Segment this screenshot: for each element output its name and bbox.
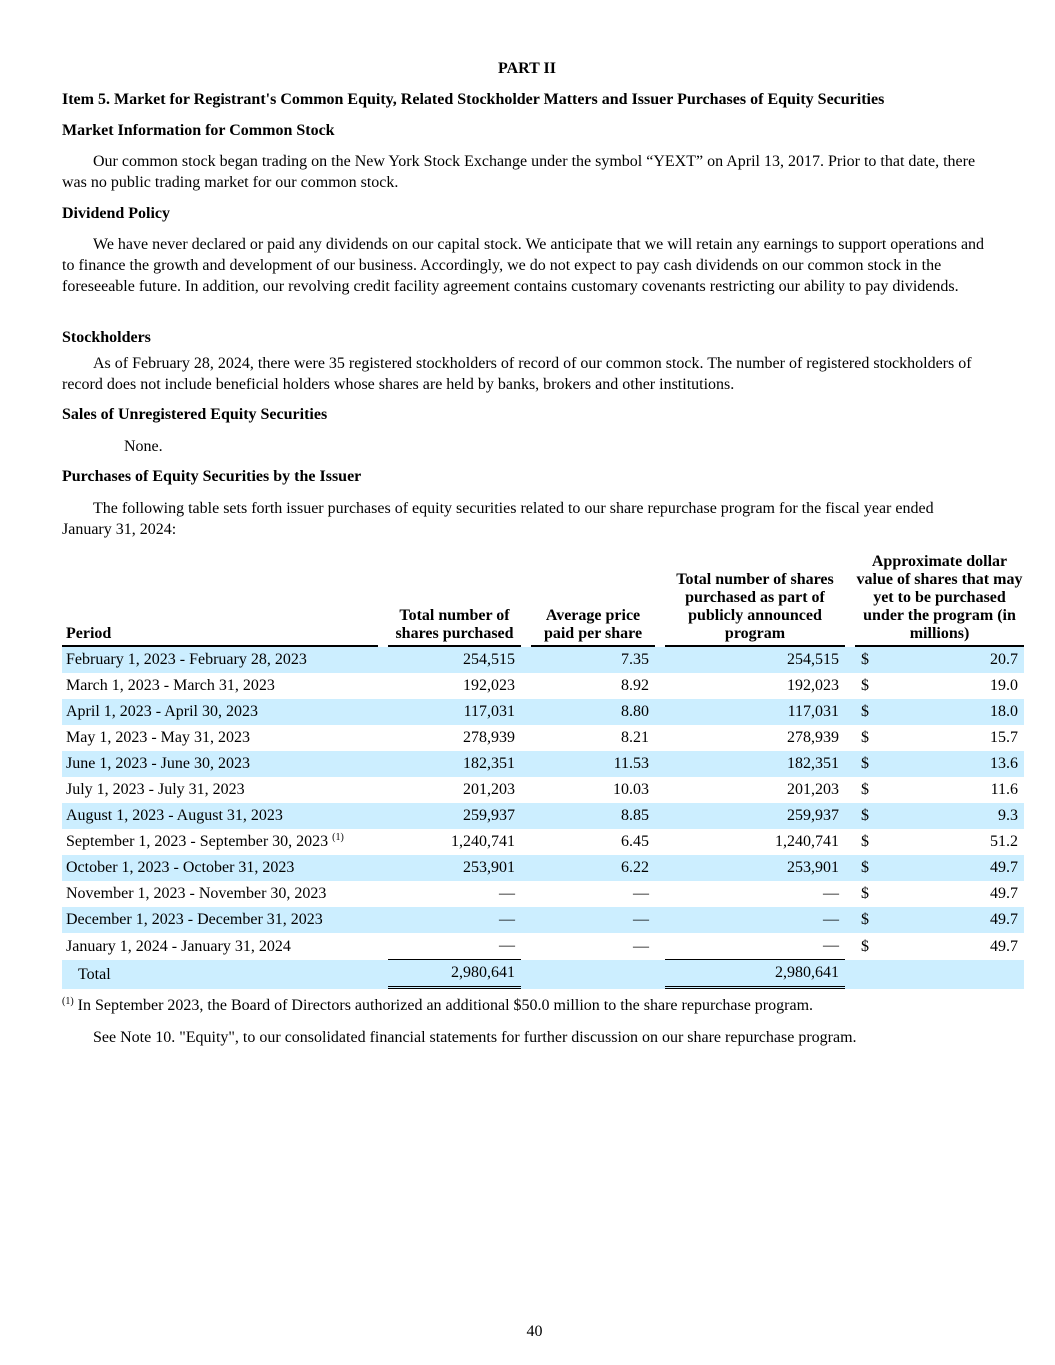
remaining-value-amount: 9.3 xyxy=(998,807,1018,824)
period-cell xyxy=(62,933,378,960)
table-row xyxy=(62,907,1024,933)
period-label: August 1, 2023 - August 31, 2023 xyxy=(66,807,283,824)
currency-symbol: $ xyxy=(861,755,869,772)
shares-purchased-cell: 1,240,741 xyxy=(451,833,515,850)
stockholders-heading: Stockholders xyxy=(62,329,151,346)
program-shares-cell: — xyxy=(823,885,839,902)
shares-purchased-cell: 182,351 xyxy=(388,751,521,777)
table-row xyxy=(62,673,1024,699)
remaining-value-cell xyxy=(855,673,1024,699)
program-shares-cell: 192,023 xyxy=(787,677,839,694)
currency-symbol: $ xyxy=(861,885,869,902)
dividend-policy-text: We have never declared or paid any dividends on our capital stock. We anticipate that we will retain any earnings to support operations and to finance the growth and development of our business. Accordingly, we do not expect to pay cash dividends on our common stock in the foreseeable future. In addition, our revolving credit facility agreement contains customary covenants restricting our ability to pay dividends. xyxy=(62,236,985,295)
remaining-value-amount: 49.7 xyxy=(990,859,1018,876)
currency-symbol: $ xyxy=(861,651,869,668)
part-title: PART II xyxy=(498,60,556,77)
remaining-value-cell xyxy=(855,751,1024,777)
remaining-value-cell xyxy=(855,855,1024,881)
table-row xyxy=(62,751,1024,777)
remaining-value-amount: 20.7 xyxy=(990,651,1018,668)
program-shares-cell: — xyxy=(665,933,845,960)
shares-purchased-cell: — xyxy=(388,933,521,960)
remaining-value-amount: 49.7 xyxy=(990,911,1018,928)
remaining-value-amount: 11.6 xyxy=(990,781,1018,798)
period-cell xyxy=(62,803,378,829)
average-price-cell: — xyxy=(633,937,649,955)
currency-symbol: $ xyxy=(861,677,869,694)
average-price-cell: 10.03 xyxy=(613,781,649,798)
table-body xyxy=(62,647,1024,989)
period-cell xyxy=(62,855,378,881)
table-header-row xyxy=(62,553,1024,647)
period-label: November 1, 2023 - November 30, 2023 xyxy=(66,885,327,902)
period-label: March 1, 2023 - March 31, 2023 xyxy=(66,677,275,694)
header-remaining-value: Approximate dollar value of shares that may yet to be purchased under the program (in millions) xyxy=(855,553,1024,647)
average-price-cell: — xyxy=(633,885,649,902)
shares-purchased-cell: 192,023 xyxy=(463,677,515,694)
period-label: January 1, 2024 - January 31, 2024 xyxy=(66,937,291,955)
period-cell xyxy=(62,829,378,855)
footnote-marker: (1) xyxy=(62,996,74,1007)
currency-symbol: $ xyxy=(861,703,869,720)
period-cell xyxy=(62,751,378,777)
remaining-value-amount: 19.0 xyxy=(990,677,1018,694)
remaining-value-amount: 15.7 xyxy=(990,729,1018,746)
purchases-text: The following table sets forth issuer purchases of equity securities related to our share repurchase program for the fiscal year ended January 31, 2024: xyxy=(62,500,934,538)
header-public-program: Total number of shares purchased as part of publicly announced program xyxy=(665,553,845,647)
total-program-shares: 2,980,641 xyxy=(665,960,845,989)
average-price-cell: 7.35 xyxy=(531,647,655,673)
repurchase-table xyxy=(62,553,1024,989)
program-shares-cell: 1,240,741 xyxy=(775,833,839,850)
program-shares-cell: 259,937 xyxy=(665,803,845,829)
remaining-value-amount: 49.7 xyxy=(990,885,1018,902)
table-row xyxy=(62,803,1024,829)
average-price-cell: 8.80 xyxy=(531,699,655,725)
header-period: Period xyxy=(62,553,378,647)
average-price-cell: 6.45 xyxy=(621,833,649,850)
shares-purchased-cell: 254,515 xyxy=(388,647,521,673)
table-row xyxy=(62,881,1024,907)
item-heading: Item 5. Market for Registrant's Common Equity, Related Stockholder Matters and Issuer Purchases of Equity Securities xyxy=(62,91,885,108)
remaining-value-cell xyxy=(855,803,1024,829)
currency-symbol: $ xyxy=(861,833,869,850)
program-shares-cell: 117,031 xyxy=(665,699,845,725)
program-shares-cell: 201,203 xyxy=(787,781,839,798)
period-cell xyxy=(62,699,378,725)
shares-purchased-cell: 278,939 xyxy=(463,729,515,746)
period-cell xyxy=(62,725,378,751)
table-row xyxy=(62,699,1024,725)
total-row xyxy=(62,960,1024,989)
table-row xyxy=(62,829,1024,855)
currency-symbol: $ xyxy=(861,937,869,955)
remaining-value-cell xyxy=(855,777,1024,803)
average-price-cell: 8.85 xyxy=(531,803,655,829)
remaining-value-cell xyxy=(855,725,1024,751)
program-shares-cell: — xyxy=(665,907,845,933)
period-cell xyxy=(62,673,378,699)
remaining-value-amount: 13.6 xyxy=(990,755,1018,772)
footnote-reference: (1) xyxy=(332,832,344,843)
table-row xyxy=(62,855,1024,881)
program-shares-cell: 254,515 xyxy=(665,647,845,673)
unregistered-sales-text: None. xyxy=(124,438,163,455)
table-row xyxy=(62,647,1024,673)
period-cell xyxy=(62,881,378,907)
remaining-value-amount: 18.0 xyxy=(990,703,1018,720)
shares-purchased-cell: — xyxy=(499,885,515,902)
table-row xyxy=(62,777,1024,803)
average-price-cell: 8.92 xyxy=(621,677,649,694)
shares-purchased-cell: 259,937 xyxy=(388,803,521,829)
shares-purchased-cell: 253,901 xyxy=(388,855,521,881)
market-info-heading: Market Information for Common Stock xyxy=(62,122,335,139)
remaining-value-cell xyxy=(855,647,1024,673)
remaining-value-cell xyxy=(855,881,1024,907)
period-label: September 1, 2023 - September 30, 2023 xyxy=(66,833,329,850)
shares-purchased-cell: 117,031 xyxy=(388,699,521,725)
total-label: Total xyxy=(62,960,378,989)
remaining-value-cell xyxy=(855,699,1024,725)
table-row xyxy=(62,725,1024,751)
currency-symbol: $ xyxy=(861,807,869,824)
unregistered-sales-heading: Sales of Unregistered Equity Securities xyxy=(62,406,328,423)
period-label: June 1, 2023 - June 30, 2023 xyxy=(66,755,250,772)
average-price-cell: — xyxy=(531,907,655,933)
remaining-value-cell xyxy=(855,933,1024,960)
currency-symbol: $ xyxy=(861,781,869,798)
header-average-price: Average price paid per share xyxy=(531,553,655,647)
period-cell xyxy=(62,777,378,803)
see-note-text: See Note 10. "Equity", to our consolidated financial statements for further discussion on our share repurchase program. xyxy=(93,1029,857,1046)
average-price-cell: 8.21 xyxy=(621,729,649,746)
period-label: July 1, 2023 - July 31, 2023 xyxy=(66,781,245,798)
period-cell xyxy=(62,647,378,673)
period-label: December 1, 2023 - December 31, 2023 xyxy=(66,911,323,928)
period-cell xyxy=(62,907,378,933)
remaining-value-amount: 49.7 xyxy=(990,937,1018,955)
period-label: February 1, 2023 - February 28, 2023 xyxy=(66,651,307,668)
footnote-text: In September 2023, the Board of Directors authorized an additional $50.0 million to the share repurchase program. xyxy=(77,997,814,1014)
period-label: October 1, 2023 - October 31, 2023 xyxy=(66,859,295,876)
remaining-value-cell xyxy=(855,907,1024,933)
total-shares-purchased: 2,980,641 xyxy=(388,960,521,989)
page-number: 40 xyxy=(526,1323,543,1340)
dividend-policy-heading: Dividend Policy xyxy=(62,205,171,222)
program-shares-cell: 253,901 xyxy=(665,855,845,881)
purchases-heading: Purchases of Equity Securities by the Issuer xyxy=(62,468,362,485)
period-label: May 1, 2023 - May 31, 2023 xyxy=(66,729,250,746)
header-total-shares: Total number of shares purchased xyxy=(388,553,521,647)
program-shares-cell: 182,351 xyxy=(665,751,845,777)
shares-purchased-cell: — xyxy=(388,907,521,933)
currency-symbol: $ xyxy=(861,911,869,928)
shares-purchased-cell: 201,203 xyxy=(463,781,515,798)
period-label: April 1, 2023 - April 30, 2023 xyxy=(66,703,258,720)
remaining-value-cell xyxy=(855,829,1024,855)
market-info-text: Our common stock began trading on the New York Stock Exchange under the symbol “YEXT” on April 13, 2017. Prior to that date, there was no public trading market for our common stock. xyxy=(62,153,976,191)
average-price-cell: 11.53 xyxy=(531,751,655,777)
footnote xyxy=(62,996,813,1016)
currency-symbol: $ xyxy=(861,859,869,876)
currency-symbol: $ xyxy=(861,729,869,746)
table-row xyxy=(62,933,1024,960)
average-price-cell: 6.22 xyxy=(531,855,655,881)
program-shares-cell: 278,939 xyxy=(787,729,839,746)
stockholders-text: As of February 28, 2024, there were 35 registered stockholders of record of our common stock. The number of registered stockholders of record does not include beneficial holders whose shares are held by banks, brokers and other institutions. xyxy=(62,355,972,393)
remaining-value-amount: 51.2 xyxy=(990,833,1018,850)
